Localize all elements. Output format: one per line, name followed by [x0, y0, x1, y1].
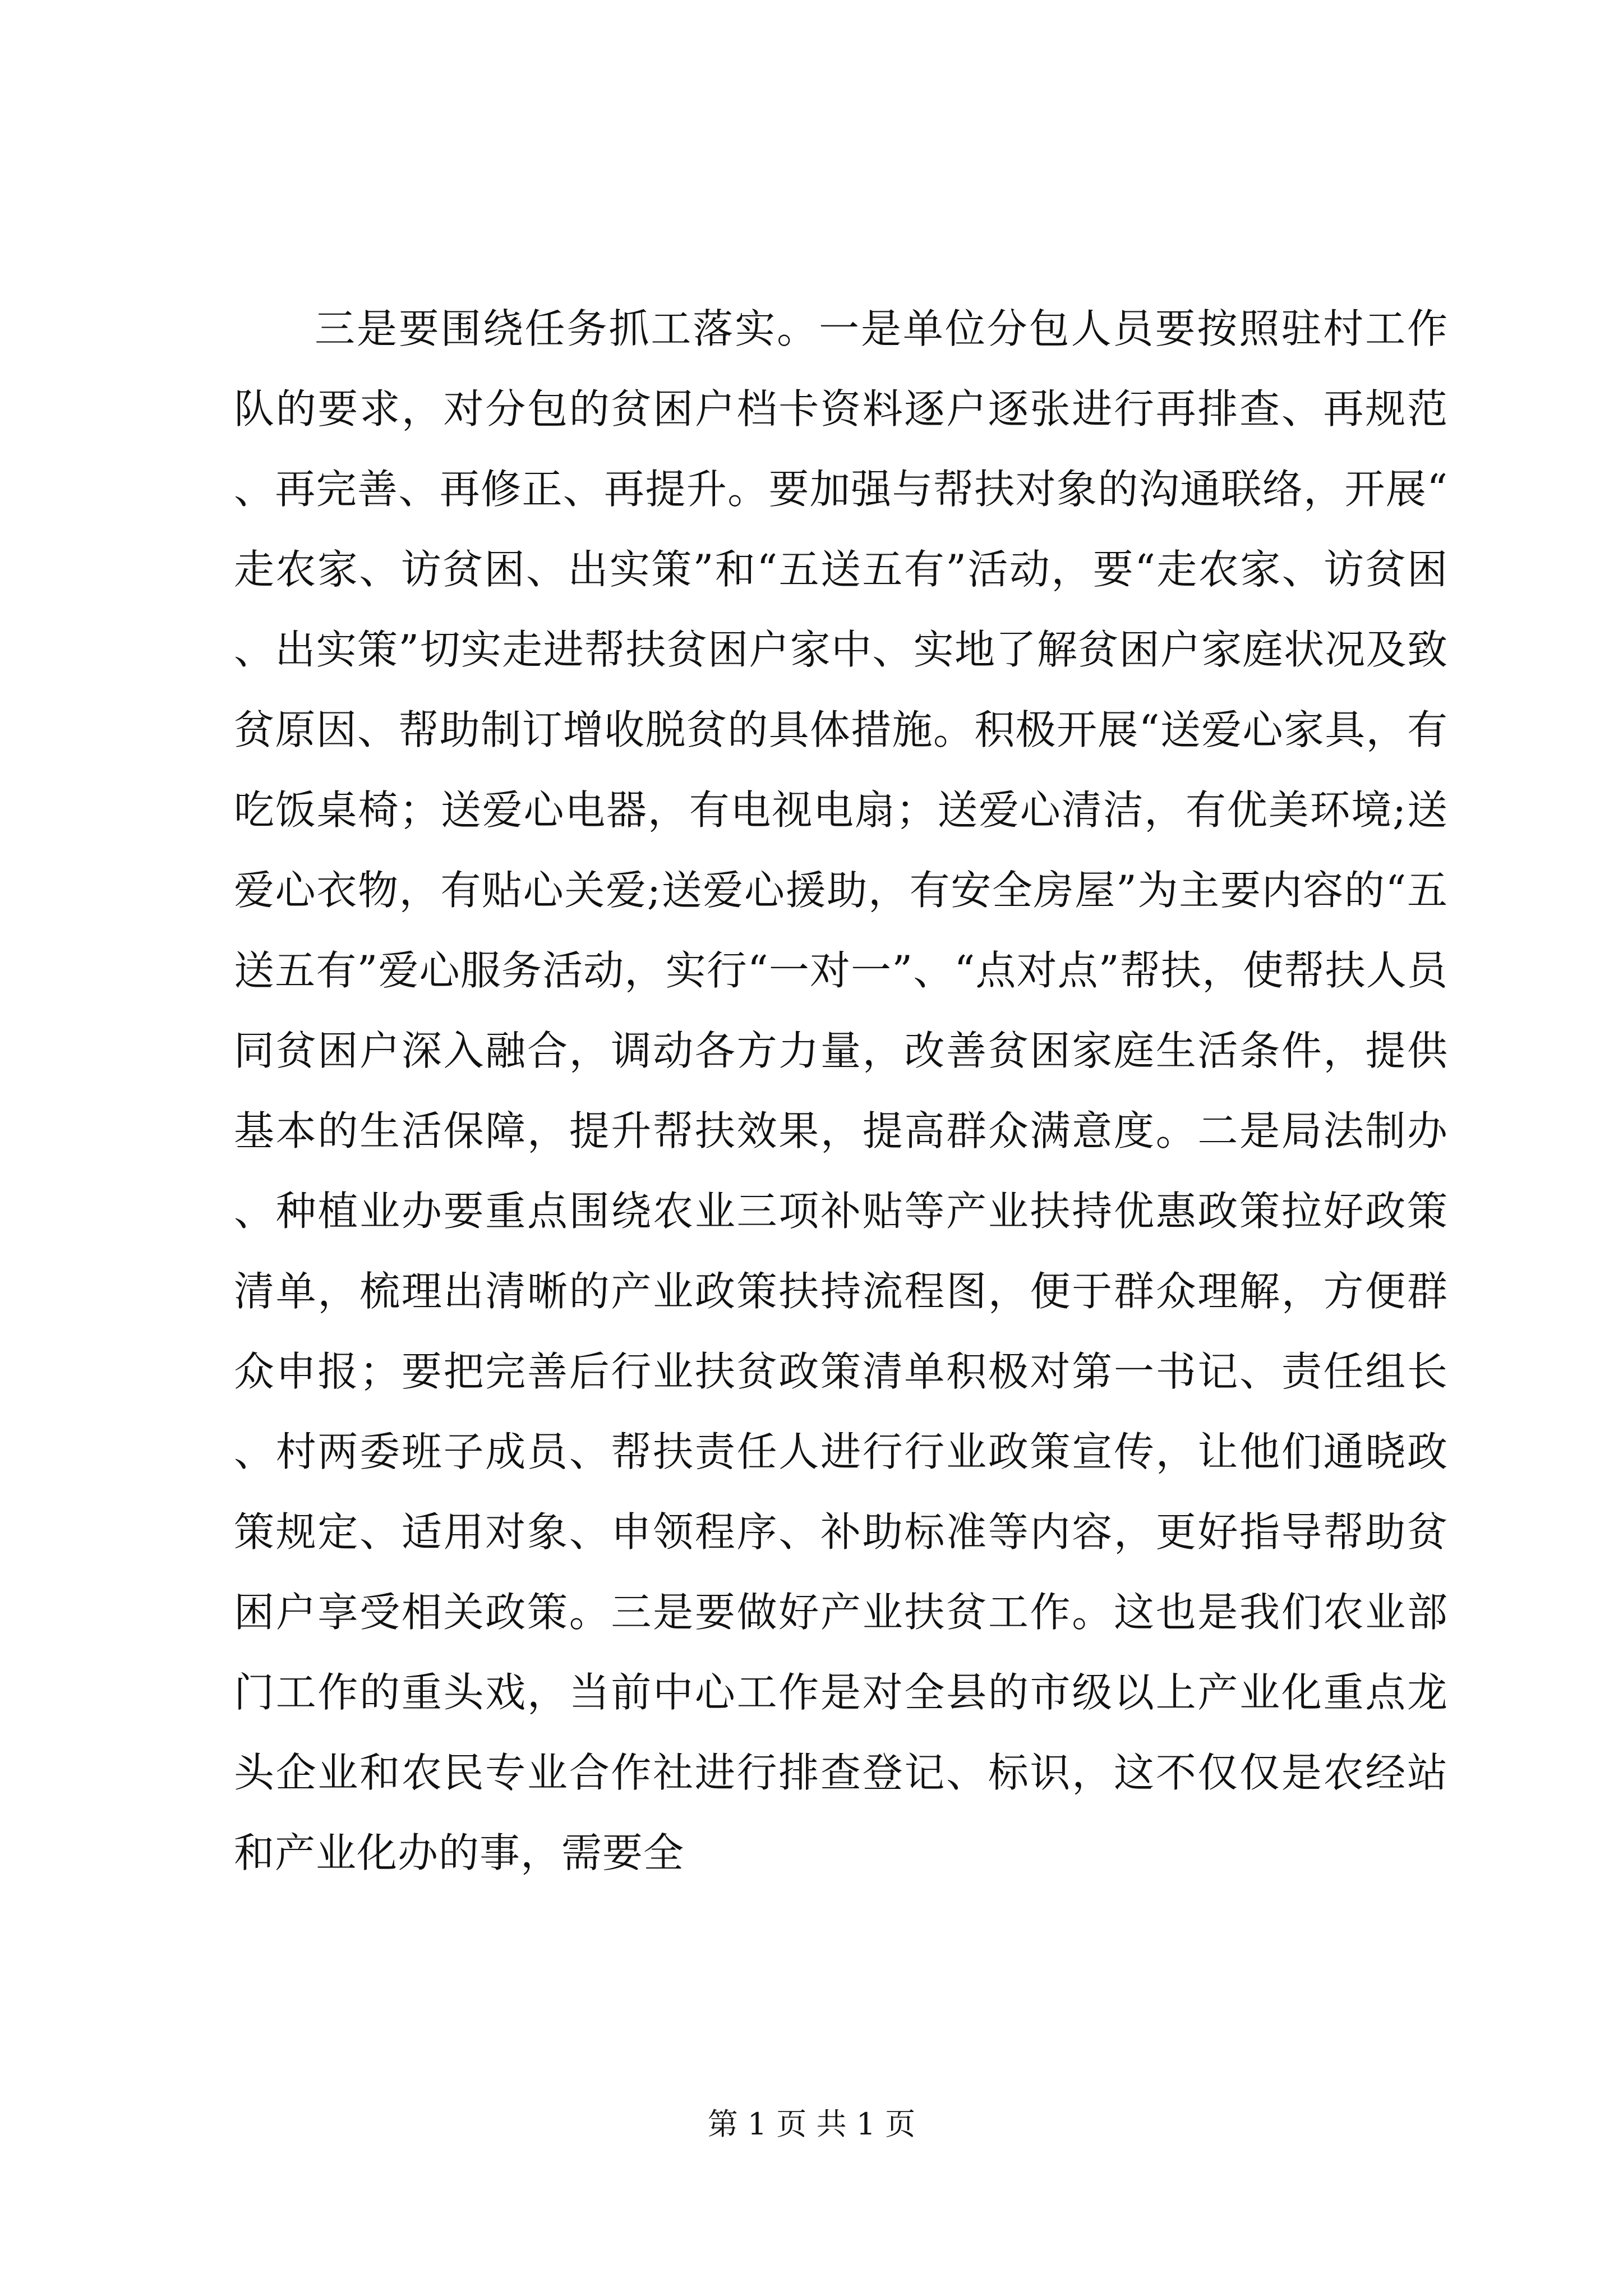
body-paragraph: 三是要围绕任务抓工落实。一是单位分包人员要按照驻村工作队的要求，对分包的贫困户档卡资料逐户逐张进行再排查、再规范、再完善、再修正、再提升。要加强与帮扶对象的沟通联络，开展“走农家、访贫困、出实策”和“五送五有”活动，要“走农家、访贫困、出实策”切实走进帮扶贫困户家中、实地了解贫困户家庭状况及致贫原因、帮助制订增收脱贫的具体措施。积极开展“送爱心家具，有吃饭桌椅；送爱心电器，有电视电扇；送爱心清洁，有优美环境;送爱心衣物，有贴心关爱;送爱心援助，有安全房屋”为主要内容的“五送五有”爱心服务活动，实行“一对一”、“点对点”帮扶，使帮扶人员同贫困户深入融合，调动各方力量，改善贫困家庭生活条件，提供基本的生活保障，提升帮扶效果，提高群众满意度。二是局法制办、种植业办要重点围绕农业三项补贴等产业扶持优惠政策拉好政策清单，梳理出清晰的产业政策扶持流程图，便于群众理解，方便群众申报；要把完善后行业扶贫政策清单积极对第一书记、责任组长、村两委班子成员、帮扶责任人进行行业政策宣传，让他们通晓政策规定、适用对象、申领程序、补助标准等内容，更好指导帮助贫困户享受相关政策。三是要做好产业扶贫工作。这也是我们农业部门工作的重头戏，当前中心工作是对全县的市级以上产业化重点龙头企业和农民专业合作社进行排查登记、标识，这不仅仅是农经站和产业化办的事，需要全	[234, 305, 1448, 1876]
page-footer: 第 1 页 共 1 页	[707, 2106, 916, 2142]
